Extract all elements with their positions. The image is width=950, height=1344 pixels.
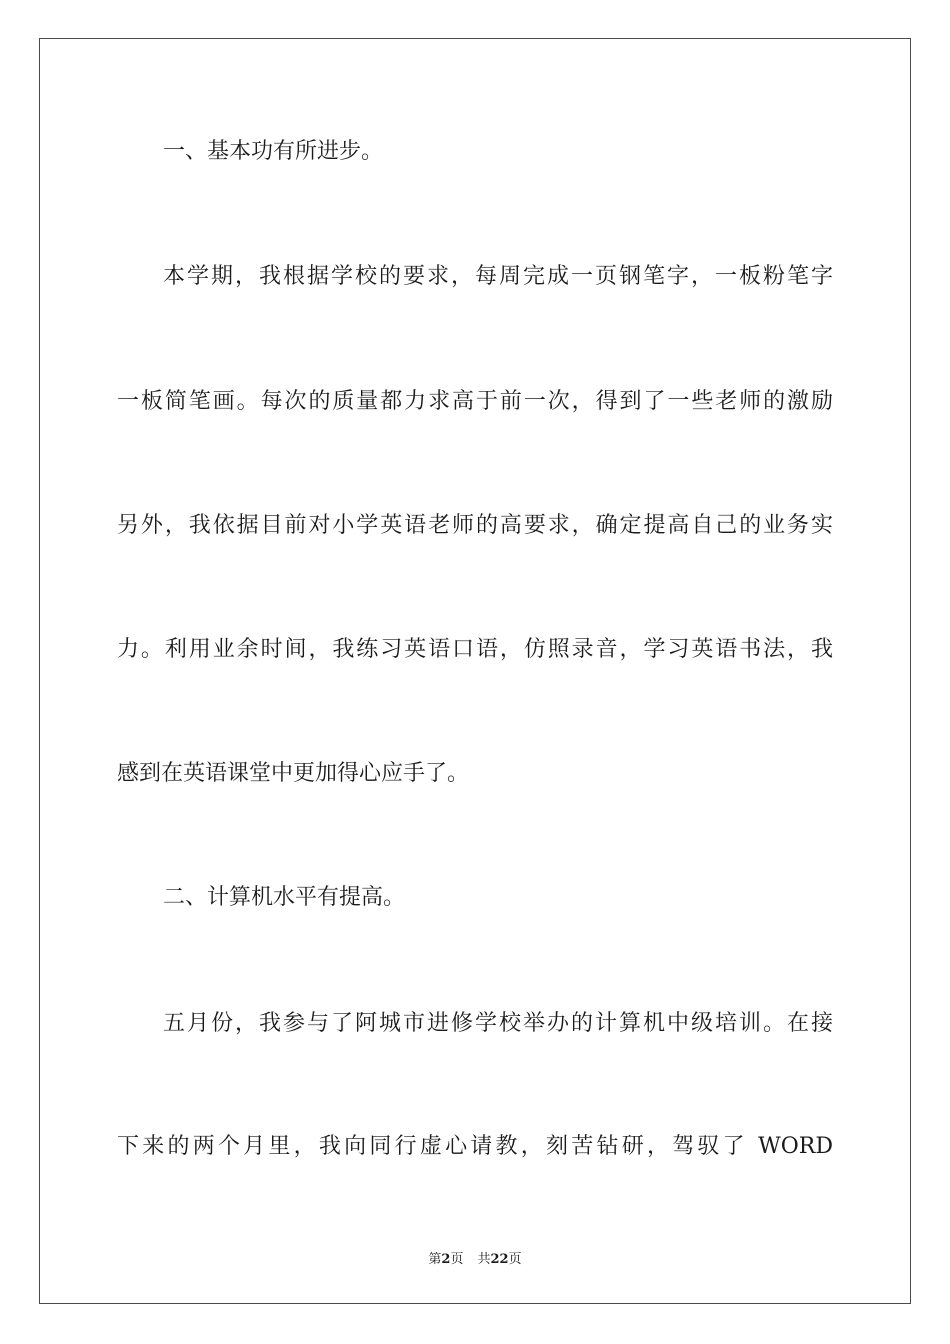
page-suffix: 页: [450, 1252, 464, 1267]
paragraph-line-4: 力。利用业余时间，我练习英语口语，仿照录音，学习英语书法，我: [117, 637, 833, 662]
total-prefix: 共: [477, 1252, 491, 1267]
paragraph-line-3: 另外，我依据目前对小学英语老师的高要求，确定提高自己的业务实: [117, 513, 833, 538]
heading-computer-skills: 二、计算机水平有提高。: [163, 885, 406, 910]
total-suffix: 页: [508, 1252, 522, 1267]
paragraph-line-1: 本学期，我根据学校的要求，每周完成一页钢笔字，一板粉笔字: [163, 264, 833, 289]
page-number: 2: [441, 1252, 451, 1267]
page-footer: [0, 1248, 950, 1267]
paragraph-line-6: 五月份，我参与了阿城市进修学校举办的计算机中级培训。在接: [163, 1011, 833, 1036]
heading-basic-skills: 一、基本功有所进步。: [163, 139, 384, 164]
paragraph-line-2: 一板简笔画。每次的质量都力求高于前一次，得到了一些老师的激励: [117, 389, 833, 414]
total-pages: 22: [490, 1252, 509, 1267]
paragraph-line-5: 感到在英语课堂中更加得心应手了。: [117, 761, 470, 786]
page-prefix: 第: [428, 1252, 442, 1267]
page-border: [39, 38, 911, 1304]
paragraph-line-7: 下来的两个月里，我向同行虚心请教，刻苦钻研，驾驭了 WORD: [117, 1134, 833, 1159]
